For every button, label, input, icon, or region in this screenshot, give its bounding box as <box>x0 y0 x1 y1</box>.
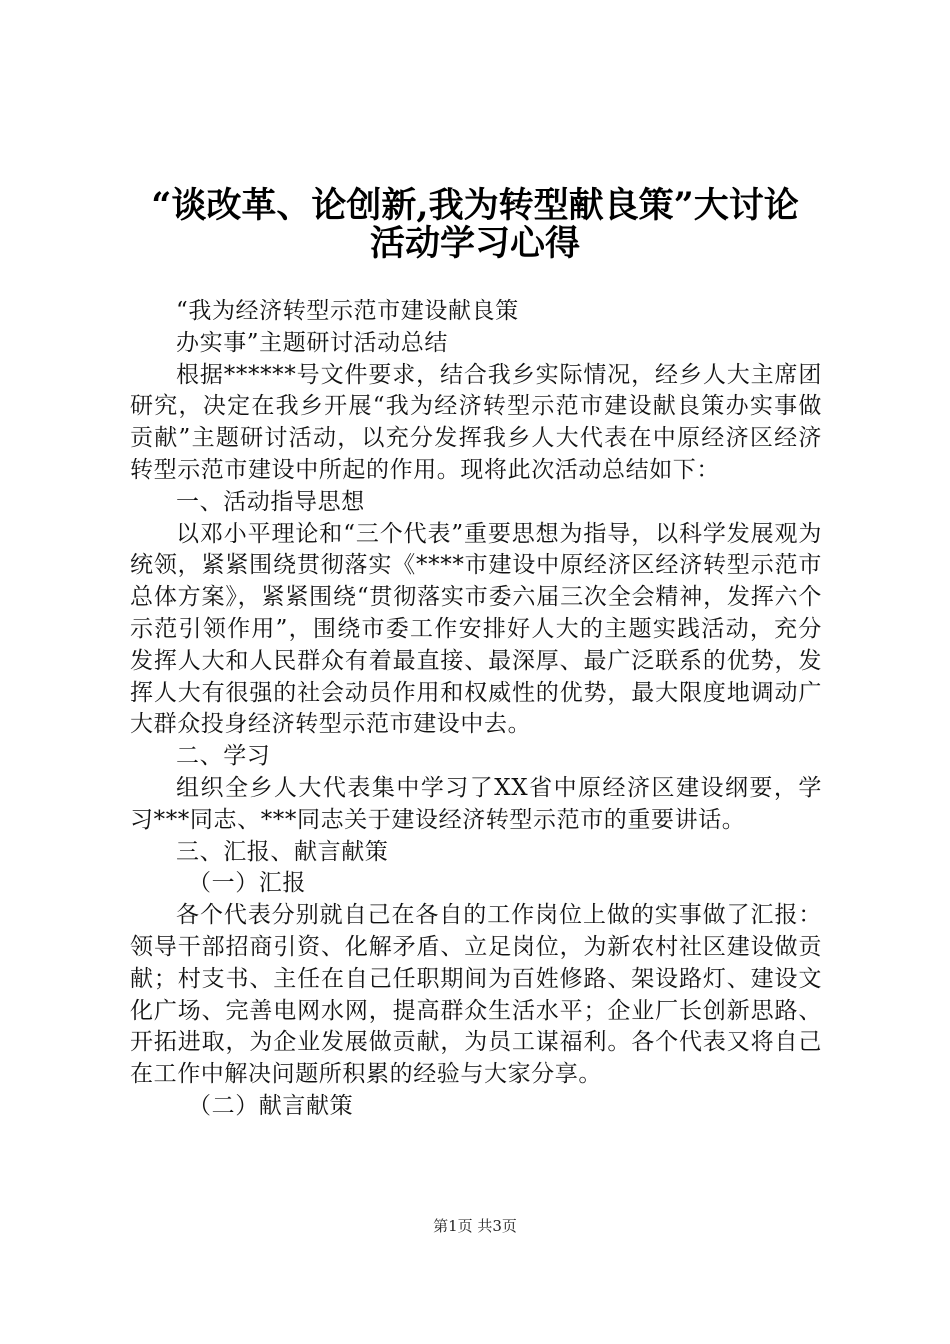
page-footer: 第1页 共3页 <box>433 1217 517 1235</box>
section-heading: 三、汇报、献言献策 <box>176 838 389 865</box>
paragraph: 办实事”主题研讨活动总结 <box>176 329 448 356</box>
paragraph: 以邓小平理论和“三个代表”重要思想为指导，以科学发展观为统领，紧紧围绕贯彻落实《****市建设中原经济区经济转型示范市总体方案》，紧紧围绕“贯彻落实市委六届三次全会精神，发挥六个示范引领作用”，围绕市委工作安排好人大的主题实践活动，充分发挥人大和人民群众有着最直接、最深厚、最广泛联系的优势，发挥人大有很强的社会动员作用和权威性的优势，最大限度地调动广大群众投身经济转型示范市建设中去。 <box>130 520 822 738</box>
document-title-line-1: “谈改革、论创新,我为转型献良策”大讨论 <box>151 185 799 226</box>
subsection-heading: （二）献言献策 <box>188 1092 354 1119</box>
document-body <box>130 296 822 1123</box>
section-heading: 二、学习 <box>176 743 271 770</box>
document-title-line-2: 活动学习心得 <box>369 223 580 264</box>
paragraph: 各个代表分别就自己在各自的工作岗位上做的实事做了汇报：领导干部招商引资、化解矛盾、立足岗位，为新农村社区建设做贡献；村支书、主任在自己任职期间为百姓修路、架设路灯、建设文化广场、完善电网水网，提高群众生活水平；企业厂长创新思路、开拓进取，为企业发展做贡献，为员工谋福利。各个代表又将自己在工作中解决问题所积累的经验与大家分享。 <box>130 902 822 1088</box>
section-heading: 一、活动指导思想 <box>176 488 365 515</box>
subsection-heading: （一）汇报 <box>188 870 306 897</box>
paragraph: 根据******号文件要求，结合我乡实际情况，经乡人大主席团研究，决定在我乡开展“我为经济转型示范市建设献良策办实事做贡献”主题研讨活动，以充分发挥我乡人大代表在中原经济区经济转型示范市建设中所起的作用。现将此次活动总结如下： <box>130 361 822 483</box>
paragraph: 组织全乡人大代表集中学习了XX省中原经济区建设纲要，学习***同志、***同志关于建设经济转型示范市的重要讲话。 <box>130 774 822 833</box>
paragraph: “我为经济转型示范市建设献良策 <box>176 298 519 324</box>
